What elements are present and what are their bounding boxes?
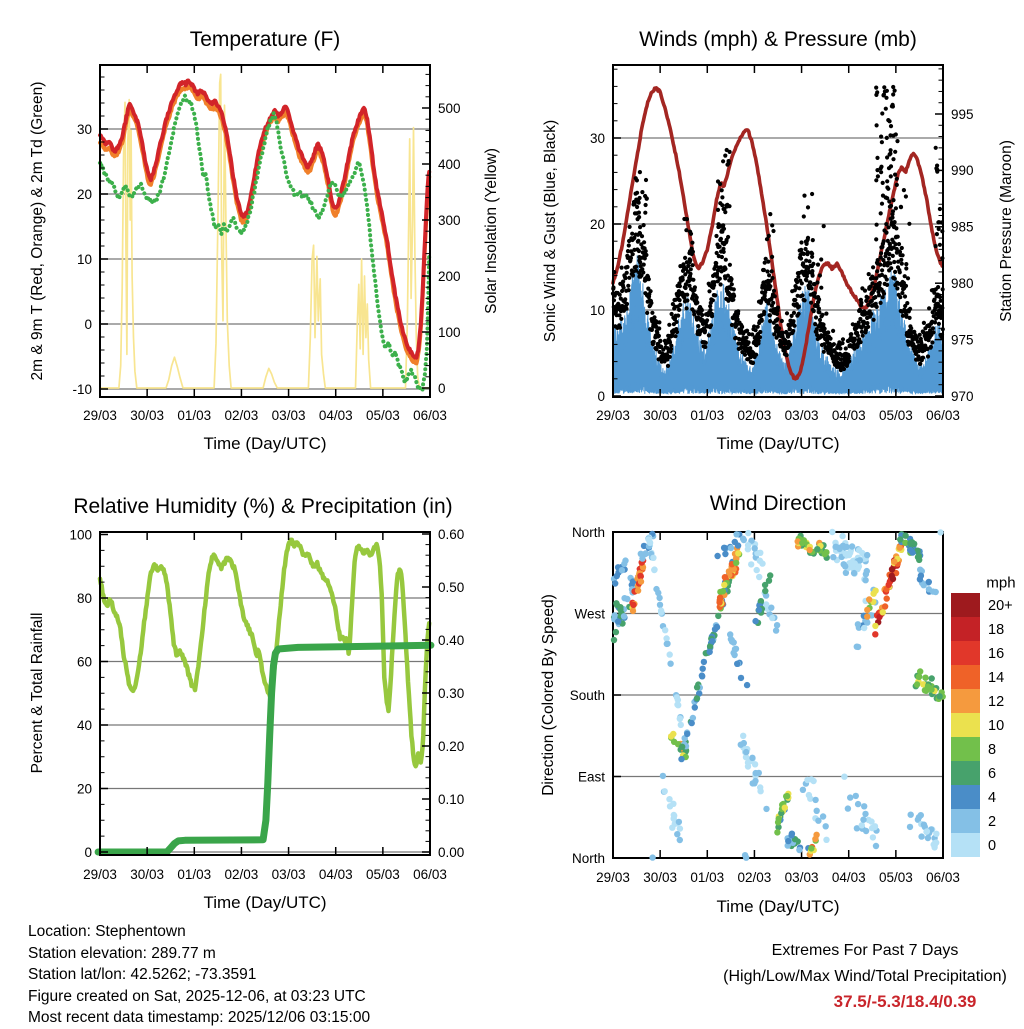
svg-text:0: 0 bbox=[597, 388, 605, 404]
x-axis-label-winds: Time (Day/UTC) bbox=[716, 434, 840, 453]
svg-text:100: 100 bbox=[69, 527, 92, 543]
svg-text:0.50: 0.50 bbox=[438, 579, 465, 595]
svg-text:01/03: 01/03 bbox=[177, 867, 212, 882]
svg-text:985: 985 bbox=[951, 219, 974, 235]
x-axis-label-direction: Time (Day/UTC) bbox=[716, 897, 840, 916]
colorbar-swatch bbox=[951, 689, 980, 713]
svg-text:400: 400 bbox=[438, 156, 461, 172]
svg-text:04/03: 04/03 bbox=[831, 408, 866, 423]
svg-text:29/03: 29/03 bbox=[596, 408, 630, 423]
svg-text:8: 8 bbox=[988, 742, 997, 758]
svg-text:0.20: 0.20 bbox=[438, 738, 465, 754]
svg-text:0.60: 0.60 bbox=[438, 526, 465, 542]
svg-text:29/03: 29/03 bbox=[83, 867, 117, 882]
svg-text:East: East bbox=[577, 769, 605, 785]
svg-text:30/03: 30/03 bbox=[643, 408, 678, 423]
svg-text:South: South bbox=[569, 687, 605, 703]
y-axis-label-solar-right: Solar Insolation (Yellow) bbox=[483, 148, 500, 314]
svg-text:01/03: 01/03 bbox=[690, 870, 725, 885]
temperature-panel bbox=[72, 65, 460, 423]
colorbar-swatch bbox=[951, 665, 980, 689]
svg-text:20+: 20+ bbox=[988, 598, 1013, 614]
svg-text:60: 60 bbox=[76, 654, 92, 670]
svg-text:20: 20 bbox=[589, 216, 605, 232]
winds-pressure-panel bbox=[590, 65, 974, 423]
svg-text:03/03: 03/03 bbox=[784, 870, 819, 885]
footer-latlon: Station lat/lon: 42.5262; -73.3591 bbox=[28, 966, 257, 984]
svg-text:03/03: 03/03 bbox=[784, 408, 819, 423]
svg-text:29/03: 29/03 bbox=[596, 870, 630, 885]
colorbar-swatch bbox=[951, 593, 980, 617]
colorbar-swatch bbox=[951, 785, 980, 809]
footer-created: Figure created on Sat, 2025-12-06, at 03:23 UTC bbox=[28, 987, 366, 1005]
colorbar-swatch bbox=[951, 761, 980, 785]
svg-text:05/03: 05/03 bbox=[365, 408, 400, 423]
svg-text:100: 100 bbox=[438, 324, 461, 340]
svg-text:0.40: 0.40 bbox=[438, 632, 465, 648]
svg-text:06/03: 06/03 bbox=[926, 870, 960, 885]
legend-unit-label: mph bbox=[986, 574, 1016, 592]
svg-text:01/03: 01/03 bbox=[177, 408, 212, 423]
svg-text:05/03: 05/03 bbox=[878, 870, 913, 885]
svg-text:12: 12 bbox=[988, 694, 1005, 710]
svg-text:01/03: 01/03 bbox=[690, 408, 725, 423]
extremes-values: 37.5/-5.3/18.4/0.39 bbox=[833, 992, 977, 1011]
svg-text:30/03: 30/03 bbox=[643, 870, 678, 885]
svg-text:500: 500 bbox=[438, 100, 461, 116]
svg-text:03/03: 03/03 bbox=[271, 408, 306, 423]
svg-text:4: 4 bbox=[988, 790, 997, 806]
svg-text:06/03: 06/03 bbox=[413, 867, 447, 882]
svg-text:30: 30 bbox=[589, 130, 605, 146]
svg-text:0.30: 0.30 bbox=[438, 685, 465, 701]
svg-text:40: 40 bbox=[76, 717, 92, 733]
svg-text:0: 0 bbox=[84, 844, 92, 860]
y-axis-label-direction-left: Direction (Colored By Speed) bbox=[540, 594, 557, 796]
svg-text:29/03: 29/03 bbox=[83, 408, 117, 423]
colorbar-swatch bbox=[951, 737, 980, 761]
svg-text:02/03: 02/03 bbox=[737, 408, 772, 423]
svg-text:6: 6 bbox=[988, 766, 997, 782]
panel-title-wind-direction: Wind Direction bbox=[709, 492, 847, 515]
speed-colorbar bbox=[951, 593, 1013, 857]
x-axis-label-rh: Time (Day/UTC) bbox=[203, 893, 327, 912]
svg-text:04/03: 04/03 bbox=[318, 867, 353, 882]
svg-text:04/03: 04/03 bbox=[831, 870, 866, 885]
colorbar-swatch bbox=[951, 641, 980, 665]
extremes-subtitle: (High/Low/Max Wind/Total Precipitation) bbox=[723, 968, 1007, 985]
svg-text:06/03: 06/03 bbox=[926, 408, 960, 423]
svg-text:02/03: 02/03 bbox=[224, 867, 259, 882]
svg-text:995: 995 bbox=[951, 106, 974, 122]
svg-text:North: North bbox=[571, 524, 605, 540]
svg-text:10: 10 bbox=[988, 718, 1005, 734]
svg-text:05/03: 05/03 bbox=[365, 867, 400, 882]
colorbar-swatch bbox=[951, 833, 980, 857]
panel-title-rh-precip: Relative Humidity (%) & Precipitation (in) bbox=[73, 495, 453, 518]
svg-text:30/03: 30/03 bbox=[130, 408, 165, 423]
svg-text:0.00: 0.00 bbox=[438, 844, 465, 860]
svg-text:10: 10 bbox=[589, 302, 605, 318]
colorbar-swatch bbox=[951, 809, 980, 833]
x-axis-label-temperature: Time (Day/UTC) bbox=[203, 434, 327, 453]
svg-text:05/03: 05/03 bbox=[878, 408, 913, 423]
y-axis-label-percent-left: Percent & Total Rainfall bbox=[29, 612, 46, 774]
svg-text:0: 0 bbox=[438, 380, 446, 396]
svg-text:16: 16 bbox=[988, 646, 1005, 662]
rh-precip-panel bbox=[69, 527, 464, 882]
svg-text:14: 14 bbox=[988, 670, 1005, 686]
footer-timestamp: Most recent data timestamp: 2025/12/06 03:15:00 bbox=[28, 1009, 371, 1027]
svg-text:990: 990 bbox=[951, 163, 974, 179]
extremes-title: Extremes For Past 7 Days bbox=[771, 942, 959, 959]
footer-location: Location: Stephentown bbox=[28, 923, 186, 940]
y-axis-label-wind-left: Sonic Wind & Gust (Blue, Black) bbox=[542, 119, 559, 343]
footer-info-block bbox=[28, 921, 370, 1029]
svg-text:04/03: 04/03 bbox=[318, 408, 353, 423]
panel-title-winds-pressure: Winds (mph) & Pressure (mb) bbox=[639, 28, 917, 51]
svg-text:20: 20 bbox=[76, 781, 92, 797]
svg-text:300: 300 bbox=[438, 212, 461, 228]
svg-text:2: 2 bbox=[988, 814, 997, 830]
svg-text:30/03: 30/03 bbox=[130, 867, 165, 882]
svg-text:20: 20 bbox=[76, 186, 92, 202]
svg-text:North: North bbox=[571, 850, 605, 866]
svg-text:18: 18 bbox=[988, 622, 1005, 638]
footer-elevation: Station elevation: 289.77 m bbox=[28, 944, 216, 962]
svg-text:970: 970 bbox=[951, 388, 974, 404]
svg-text:10: 10 bbox=[76, 251, 92, 267]
svg-text:980: 980 bbox=[951, 276, 974, 291]
y-axis-label-temp-left: 2m & 9m T (Red, Orange) & 2m Td (Green) bbox=[29, 81, 46, 381]
svg-text:80: 80 bbox=[76, 590, 92, 606]
svg-text:06/03: 06/03 bbox=[413, 408, 447, 423]
colorbar-swatch bbox=[951, 617, 980, 641]
panel-title-temperature: Temperature (F) bbox=[189, 28, 341, 51]
svg-text:0: 0 bbox=[988, 838, 997, 854]
svg-text:02/03: 02/03 bbox=[224, 408, 259, 423]
colorbar-swatch bbox=[951, 713, 980, 737]
svg-text:0: 0 bbox=[84, 316, 92, 332]
svg-text:30: 30 bbox=[76, 121, 92, 137]
svg-text:03/03: 03/03 bbox=[271, 867, 306, 882]
y-axis-label-pressure-right: Station Pressure (Maroon) bbox=[998, 140, 1015, 322]
svg-text:0.10: 0.10 bbox=[438, 791, 465, 807]
svg-text:02/03: 02/03 bbox=[737, 870, 772, 885]
svg-text:975: 975 bbox=[951, 332, 974, 348]
svg-text:West: West bbox=[574, 606, 605, 622]
svg-text:200: 200 bbox=[438, 268, 461, 284]
svg-text:-10: -10 bbox=[72, 381, 92, 397]
